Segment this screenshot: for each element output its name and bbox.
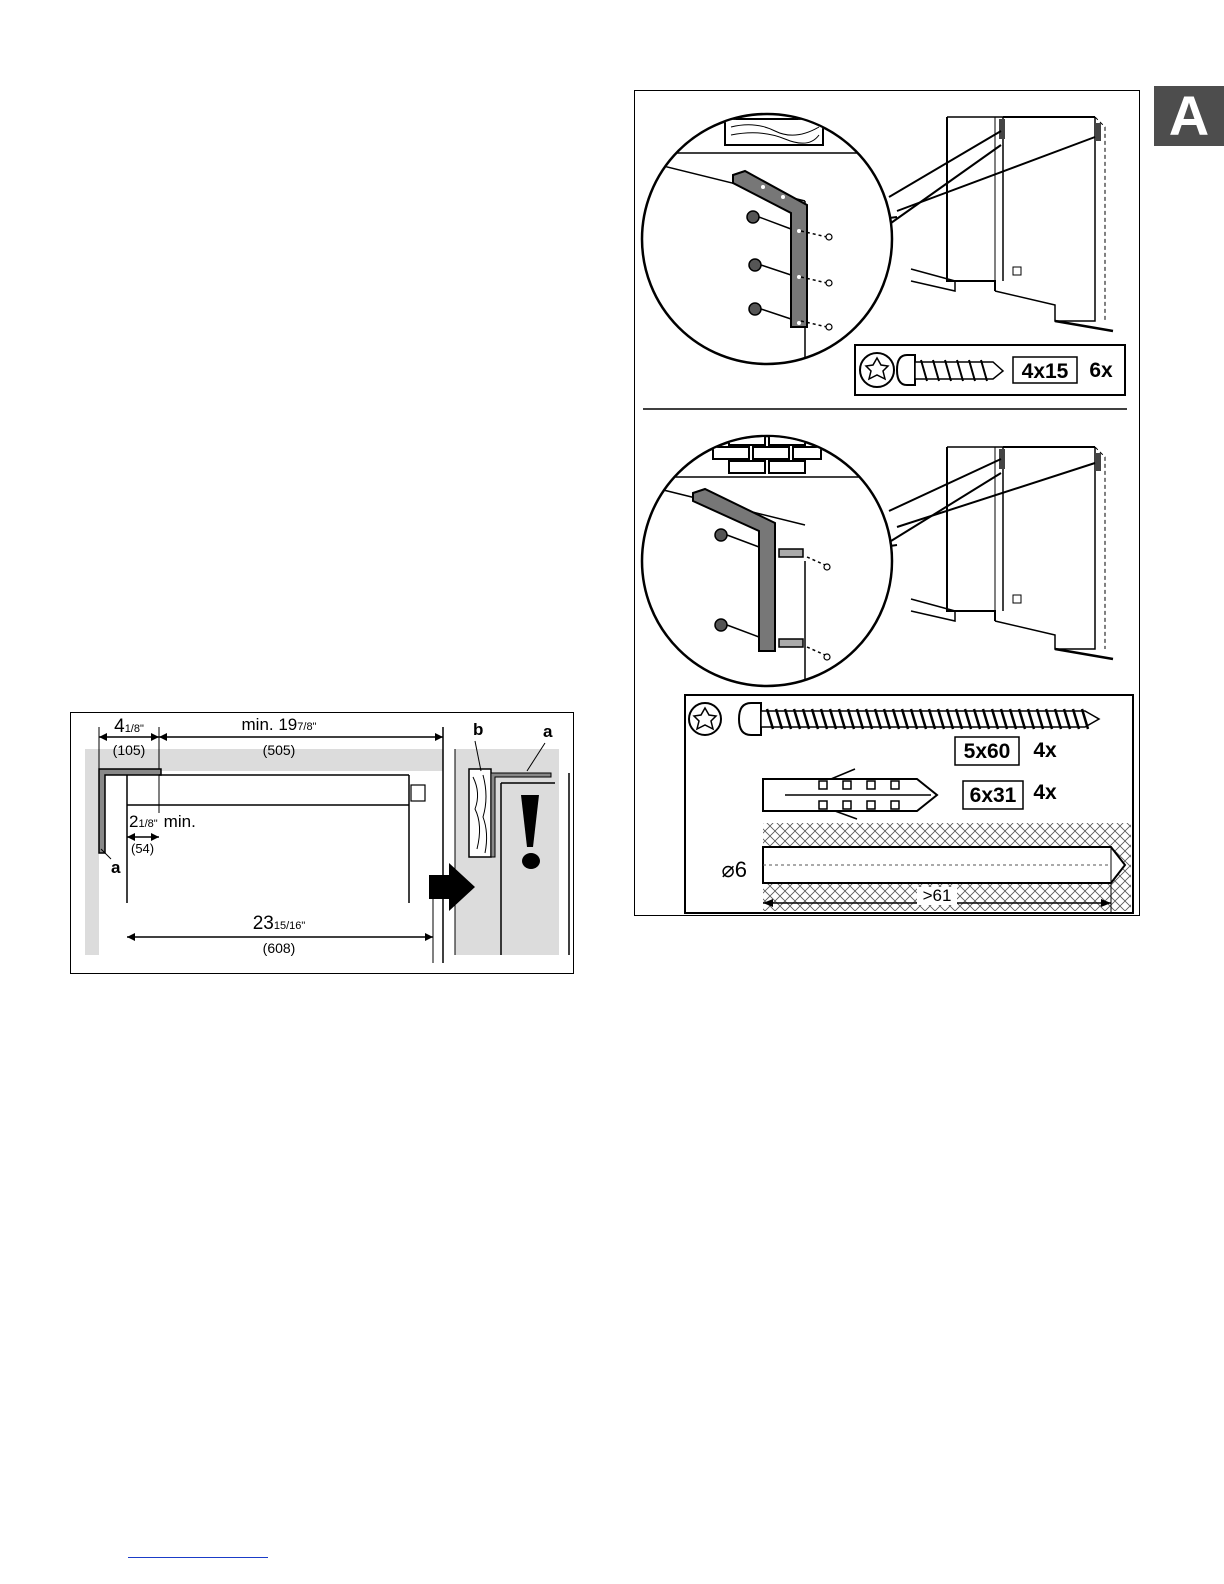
masonry-mounting-scene <box>635 433 1133 913</box>
min-width-mm: (505) <box>262 742 296 758</box>
masonry-screw-size: 5x60 <box>963 740 1011 763</box>
anchor-qty: 4x <box>1033 781 1057 804</box>
torx-icon <box>860 353 894 387</box>
wood-mounting-scene <box>635 114 1125 395</box>
min-width-frac: 7/8" <box>297 721 317 733</box>
side-width-mm: (105) <box>112 742 146 758</box>
side-width-in: 4 <box>114 716 125 737</box>
gap-in: 2 <box>129 812 139 831</box>
mounting-illustration-panel <box>634 90 1140 916</box>
installation-dimension-diagram <box>70 712 574 974</box>
masonry-screw-qty: 4x <box>1033 739 1057 762</box>
total-frac: 15/16" <box>273 920 306 932</box>
wood-screw-size: 4x15 <box>1021 360 1069 383</box>
torx-icon <box>689 703 721 735</box>
dimension-drawing <box>71 713 574 974</box>
label-a-right: a <box>543 722 553 741</box>
gap-min-label: min. <box>163 812 196 831</box>
svg-text:min. 197/8" <box>242 715 317 734</box>
svg-text:2315/16" <box>253 913 306 934</box>
section-tab: A <box>1154 86 1224 146</box>
gap-mm: (54) <box>131 841 155 856</box>
footer-link-underline <box>128 1557 268 1558</box>
label-b: b <box>473 720 484 739</box>
total-mm: (608) <box>262 940 296 956</box>
drill-depth: >61 <box>922 886 952 905</box>
mounting-illustration <box>635 91 1141 917</box>
wood-screw-qty: 6x <box>1089 359 1113 382</box>
total-in: 23 <box>252 913 274 934</box>
side-width-frac: 1/8" <box>124 723 144 735</box>
wood-strip <box>469 769 491 857</box>
svg-text:41/8" <box>114 716 144 737</box>
gap-frac: 1/8" <box>138 818 158 830</box>
drill-diameter: ⌀6 <box>721 857 747 882</box>
label-a-left: a <box>111 858 121 877</box>
anchor-size: 6x31 <box>969 784 1017 807</box>
svg-text:21/8"min. <box>129 812 196 831</box>
min-width-label: min. 19 <box>241 715 298 734</box>
